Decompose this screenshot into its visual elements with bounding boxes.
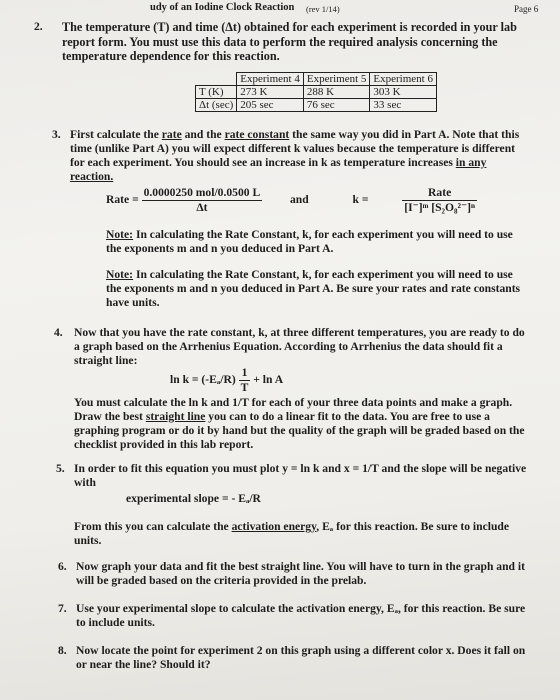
table-header-cell: Experiment 5 xyxy=(303,73,370,86)
q4-text-part: you can to do a linear fit to the data. You are free to use a graphing program or do it by hand but the quality of the graph will be graded based on the checklist provided in this lab report. xyxy=(74,410,525,451)
q5-text-part: and the slope will be negative with xyxy=(74,462,527,489)
q6-number: 6. xyxy=(58,560,67,573)
note-1-text: In calculating the Rate Constant, k, for each experiment you will need to use the exponents m and n you deduced in Part A. xyxy=(106,228,513,255)
q4-straight-line: straight line xyxy=(145,410,206,423)
note-2-label: Note: xyxy=(106,268,134,281)
table-header-cell xyxy=(196,73,237,86)
q8-number: 8. xyxy=(58,644,67,657)
note-2-text: In calculating the Rate Constant, k, for each experiment you will need to use the exponents m and n you deduced in Part A. Be sure your rates and rate constants have units. xyxy=(106,268,521,309)
table-cell: Δt (sec) xyxy=(196,99,237,112)
q6-text: Now graph your data and fit the best straight line. You will have to turn in the graph and it will be graded based on the criteria provided in the prelab. xyxy=(76,560,525,587)
q4-text-part: You must calculate the ln k and 1/T for each of your three data points and make a graph. Draw the best xyxy=(74,396,513,423)
table-row xyxy=(196,86,437,99)
table-cell: 303 K xyxy=(370,86,437,99)
q5-text-part: In order to fit this equation you must plot xyxy=(74,462,283,475)
rate-equation-and: and xyxy=(290,193,309,207)
header-revision: (rev 1/14) xyxy=(306,4,340,14)
q5-number: 5. xyxy=(56,462,65,475)
note-2 xyxy=(106,268,526,310)
q5-text-part: From this you can calculate the xyxy=(74,520,232,533)
rate-equation-lhs: Rate = xyxy=(106,193,142,207)
q3-rate-word: rate xyxy=(161,128,182,141)
rate-denominator: Δt xyxy=(196,201,208,214)
q3-rate-constant-word: rate constant xyxy=(224,128,290,141)
q2-number: 2. xyxy=(34,20,43,33)
table-header-row xyxy=(196,73,437,86)
rate-fraction xyxy=(142,186,263,215)
note-1-label: Note: xyxy=(106,228,134,241)
q5-activation-energy: activation energy xyxy=(231,520,317,533)
table-cell: 205 sec xyxy=(237,99,304,112)
q3-text-part: First calculate the xyxy=(70,128,162,141)
q7-activation-energy: activation energy xyxy=(296,602,382,615)
q7-text xyxy=(76,602,528,630)
q3-text-part: the same way you did in Part A. Note that this time (unlike Part A) you will expect different k values because the temperature is different for each experiment. You should see an increase in k as temperature increases xyxy=(70,128,520,169)
table-cell: 76 sec xyxy=(303,99,370,112)
q4-text-2 xyxy=(74,396,528,452)
k-fraction xyxy=(402,186,477,215)
table-header-cell: Experiment 6 xyxy=(370,73,437,86)
q5-slope-equation: experimental slope = - Eₐ/R xyxy=(126,492,261,505)
rate-numerator: 0.0000250 mol/0.0500 L xyxy=(143,186,261,199)
page-header xyxy=(0,0,560,14)
arrhenius-denominator: T xyxy=(240,381,249,394)
table-cell: 273 K xyxy=(237,86,304,99)
header-title: udy of an Iodine Clock Reaction xyxy=(150,2,295,13)
q4-text: Now that you have the rate constant, k, at three different temperatures, you are ready to do a graph based on the Arrhenius Equation. According to Arrhenius the data should fit a straight line: xyxy=(74,326,525,367)
table-header-cell: Experiment 4 xyxy=(237,73,304,86)
header-page-number: Page 6 xyxy=(514,4,539,14)
arrhenius-lhs: ln k = (-Eₐ/R) xyxy=(170,373,239,387)
q7-text-part: , Eₐ, for this reaction. Be sure to include units. xyxy=(76,602,526,629)
q2-text: The temperature (T) and time (Δt) obtained for each experiment is recorded in your lab report form. You must use this data to perform the required analysis concerning the temperature dependence for this reaction. xyxy=(62,20,517,63)
q3-in-any-reaction: in any reaction. xyxy=(70,156,487,183)
q5-text-2 xyxy=(74,520,528,548)
q7-text-part: Use your experimental slope to calculate the xyxy=(76,602,297,615)
arrhenius-rhs: + ln A xyxy=(250,373,284,387)
q7-number: 7. xyxy=(58,602,67,615)
q3-text xyxy=(70,128,528,184)
q5-text-part: and xyxy=(319,462,344,475)
arrhenius-fraction xyxy=(239,366,251,395)
q4-number: 4. xyxy=(54,326,63,339)
k-denominator: [I⁻]ᵐ [S₂O₈²⁻]ⁿ xyxy=(404,201,475,214)
q5-plot-y: y = ln k xyxy=(282,462,320,475)
table-cell: 288 K xyxy=(303,86,370,99)
table-cell: T (K) xyxy=(196,86,237,99)
table-cell: 33 sec xyxy=(370,99,437,112)
q5-plot-x: x = 1/T xyxy=(343,462,379,475)
arrhenius-equation xyxy=(170,366,283,395)
k-equation-lhs: k = xyxy=(352,193,369,207)
q5-text-part: , Eₐ for this reaction. Be sure to include units. xyxy=(74,520,510,547)
arrhenius-numerator: 1 xyxy=(239,366,251,381)
k-numerator: Rate xyxy=(402,186,477,201)
q8-text: Now locate the point for experiment 2 on this graph using a different color x. Does it fall on or near the line? Should it? xyxy=(76,644,526,671)
experiment-table xyxy=(195,72,437,112)
table-row xyxy=(196,99,437,112)
note-1 xyxy=(106,228,526,256)
rate-equations xyxy=(106,186,526,215)
q3-number: 3. xyxy=(52,128,61,141)
q5-text xyxy=(74,462,528,490)
q3-text-part: and the xyxy=(181,128,225,141)
